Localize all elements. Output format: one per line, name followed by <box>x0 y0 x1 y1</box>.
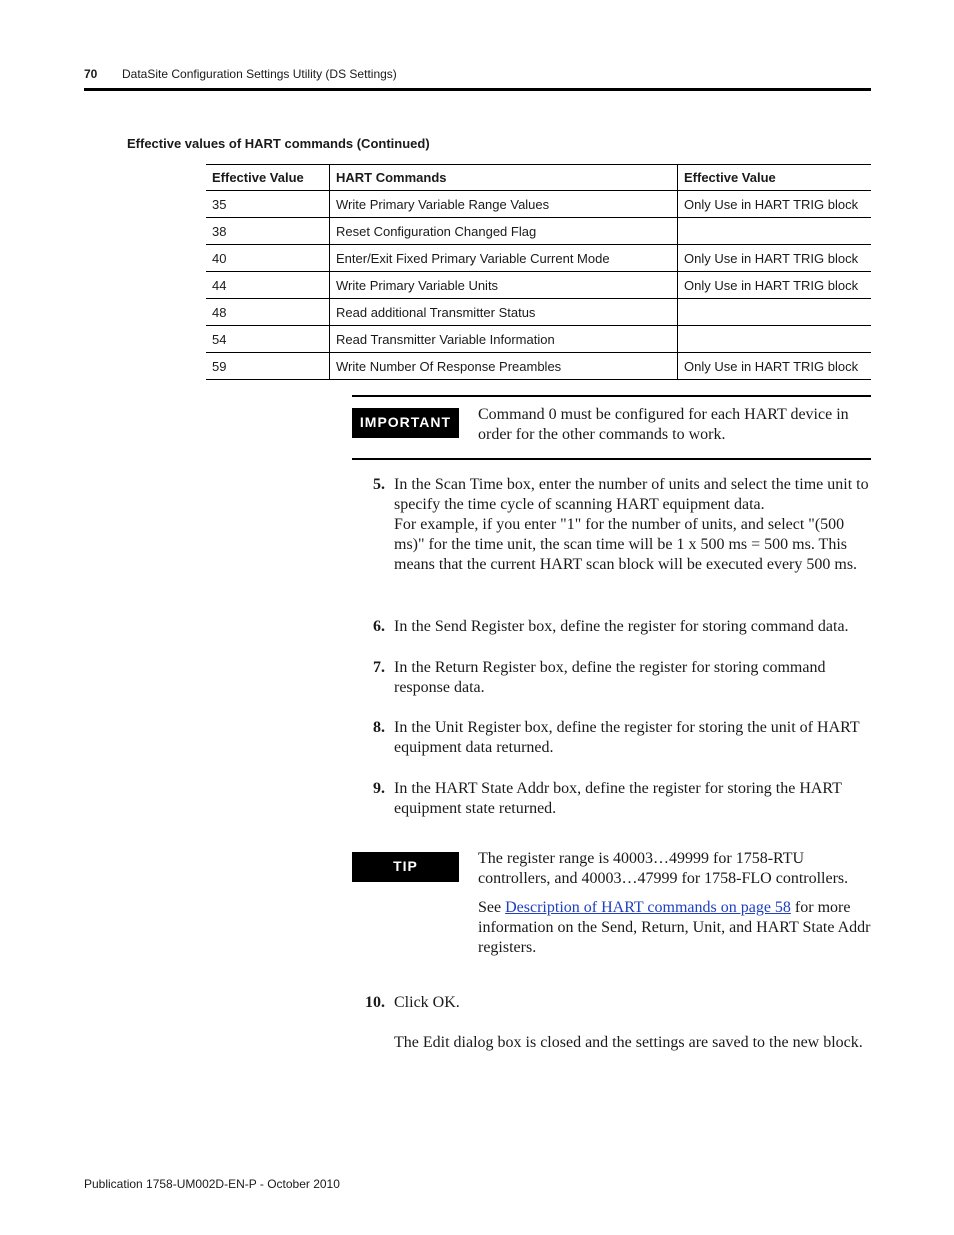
column-header-effective-value-2: Effective Value <box>678 165 872 191</box>
table-cell-command-number: 54 <box>206 326 330 353</box>
table-row <box>206 299 871 326</box>
table-header-row <box>206 165 871 191</box>
table-cell-effective-value: Only Use in HART TRIG block <box>678 191 872 218</box>
hart-commands-table <box>206 164 871 380</box>
tip-note-text <box>478 849 871 958</box>
step-number: 6. <box>373 618 385 635</box>
table-cell-command-number: 35 <box>206 191 330 218</box>
important-top-rule <box>352 395 871 397</box>
table-cell-effective-value: Only Use in HART TRIG block <box>678 353 872 380</box>
step-8-instruction: In the Unit Register box, define the register for storing the unit of HART equipment data returned. <box>394 719 860 756</box>
table-cell-command-name: Reset Configuration Changed Flag <box>330 218 678 245</box>
important-text: Command 0 must be configured for each HART device in order for the other commands to work. <box>478 406 849 443</box>
tip-register-range: The register range is 40003…49999 for 1758-RTU controllers, and 40003…47999 for 1758-FLO controllers. <box>478 850 849 887</box>
step-number: 10. <box>365 994 385 1011</box>
table-cell-command-number: 40 <box>206 245 330 272</box>
table-cell-command-name: Write Number Of Response Preambles <box>330 353 678 380</box>
step-5 <box>352 475 872 575</box>
table-cell-command-number: 48 <box>206 299 330 326</box>
table-cell-command-name: Read additional Transmitter Status <box>330 299 678 326</box>
table-row <box>206 326 871 353</box>
step-6 <box>352 617 872 637</box>
step-7-instruction: In the Return Register box, define the register for storing command response data. <box>394 659 826 696</box>
table-cell-command-name: Enter/Exit Fixed Primary Variable Current Mode <box>330 245 678 272</box>
table-caption: Effective values of HART commands (Continued) <box>127 136 430 151</box>
step-6-instruction: In the Send Register box, define the register for storing command data. <box>394 618 849 635</box>
step-9 <box>352 779 872 819</box>
table-row <box>206 191 871 218</box>
tip-see-prefix: See <box>478 899 506 916</box>
step-10-instruction: Click OK. <box>394 994 460 1011</box>
step-number: 7. <box>373 659 385 676</box>
step-10-result: The Edit dialog box is closed and the settings are saved to the new block. <box>394 1034 863 1051</box>
table-cell-command-name: Write Primary Variable Units <box>330 272 678 299</box>
table-cell-effective-value <box>678 299 872 326</box>
step-number: 5. <box>373 476 385 493</box>
table-cell-command-name: Write Primary Variable Range Values <box>330 191 678 218</box>
table-cell-effective-value: Only Use in HART TRIG block <box>678 245 872 272</box>
important-badge: IMPORTANT <box>352 408 459 438</box>
column-header-hart-commands: HART Commands <box>330 165 678 191</box>
important-bottom-rule <box>352 458 871 460</box>
table-cell-effective-value <box>678 326 872 353</box>
step-10 <box>352 993 872 1053</box>
table-row <box>206 218 871 245</box>
tip-see-suffix: for more information on the Send, Return, Unit, and HART State Addr registers. <box>478 899 871 956</box>
step-5-example: For example, if you enter "1" for the number of units, and select "(500 ms)" for the time unit, the scan time will be 1 x 500 ms = 500 ms. This means that the current HART scan block will be executed every 500 ms. <box>394 516 858 573</box>
tip-see-reference <box>478 898 871 958</box>
step-7 <box>352 658 872 698</box>
header-divider <box>84 88 871 91</box>
table-cell-command-number: 59 <box>206 353 330 380</box>
column-header-effective-value: Effective Value <box>206 165 330 191</box>
step-number: 9. <box>373 780 385 797</box>
tip-badge: TIP <box>352 852 459 882</box>
step-number: 8. <box>373 719 385 736</box>
table-row <box>206 272 871 299</box>
table-row <box>206 245 871 272</box>
table-cell-effective-value <box>678 218 872 245</box>
page-number: 70 <box>84 67 98 81</box>
step-8 <box>352 718 872 758</box>
table-cell-effective-value: Only Use in HART TRIG block <box>678 272 872 299</box>
table-cell-command-number: 44 <box>206 272 330 299</box>
table-cell-command-number: 38 <box>206 218 330 245</box>
table-cell-command-name: Read Transmitter Variable Information <box>330 326 678 353</box>
step-9-instruction: In the HART State Addr box, define the register for storing the HART equipment state returned. <box>394 780 842 817</box>
running-header-title: DataSite Configuration Settings Utility (DS Settings) <box>122 67 397 81</box>
publication-footer: Publication 1758-UM002D-EN-P - October 2010 <box>84 1177 340 1191</box>
step-5-instruction: In the Scan Time box, enter the number of units and select the time unit to specify the time cycle of scanning HART equipment data. <box>394 476 869 513</box>
important-note-text <box>478 405 871 445</box>
table-row <box>206 353 871 380</box>
description-of-hart-commands-link[interactable]: Description of HART commands on page 58 <box>505 899 791 916</box>
